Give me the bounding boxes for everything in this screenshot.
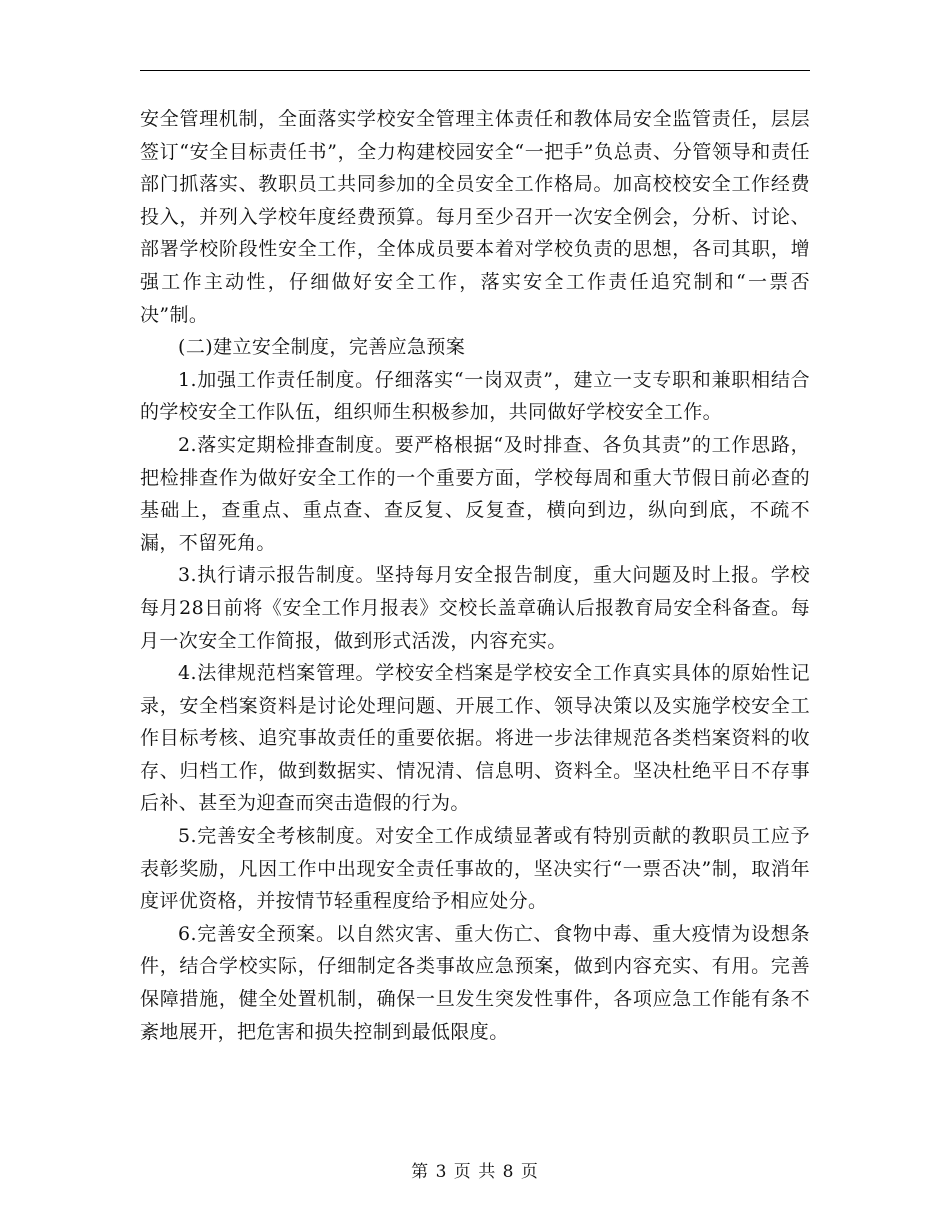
section-heading: (二)建立安全制度，完善应急预案 (178, 336, 466, 359)
header-rule (140, 70, 810, 71)
paragraph-item-2: 2.落实定期检排查制度。要严格根据“及时排查、各负其责”的工作思路，把检排查作为做好安全工作的一个重要方面，学校每周和重大节假日前必查的基础上，查重点、重点查、查反复、反复查，横向到边，纵向到底，不疏不漏，不留死角。 (140, 433, 810, 554)
paragraph-item-1: 1.加强工作责任制度。仔细落实“一岗双责”，建立一支专职和兼职相结合的学校安全工作队伍，组织师生积极参加，共同做好学校安全工作。 (140, 368, 810, 424)
document-body (140, 103, 810, 1048)
paragraph-item-3: 3.执行请示报告制度。坚持每月安全报告制度，重大问题及时上报。学校每月28日前将《安全工作月报表》交校长盖章确认后报教育局安全科备查。每月一次安全工作简报，做到形式活泼，内容充实。 (140, 564, 810, 652)
page-number: 第 3 页 共 8 页 (411, 1162, 539, 1182)
paragraph-item-6: 6.完善安全预案。以自然灾害、重大伤亡、食物中毒、重大疫情为设想条件，结合学校实际，仔细制定各类事故应急预案，做到内容充实、有用。完善保障措施，健全处置机制，确保一旦发生突发性事件，各项应急工作能有条不紊地展开，把危害和损失控制到最低限度。 (140, 922, 810, 1043)
paragraph-item-4: 4.法律规范档案管理。学校安全档案是学校安全工作真实具体的原始性记录，安全档案资料是讨论处理问题、开展工作、领导决策以及实施学校安全工作目标考核、追究事故责任的重要依据。将进一步法律规范各类档案资料的收存、归档工作，做到数据实、情况清、信息明、资料全。坚决杜绝平日不存事后补、甚至为迎查而突击造假的行为。 (140, 662, 810, 815)
paragraph-continuation: 安全管理机制，全面落实学校安全管理主体责任和教体局安全监管责任，层层签订“安全目标责任书”，全力构建校园安全“一把手”负总责、分管领导和责任部门抓落实、教职员工共同参加的全员安全工作格局。加高校校安全工作经费投入，并列入学校年度经费预算。每月至少召开一次安全例会，分析、讨论、部署学校阶段性安全工作，全体成员要本着对学校负责的思想，各司其职，增强工作主动性，仔细做好安全工作，落实安全工作责任追究制和“一票否决”制。 (140, 108, 810, 326)
paragraph-item-5: 5.完善安全考核制度。对安全工作成绩显著或有特别贡献的教职员工应予表彰奖励，凡因工作中出现安全责任事故的，坚决实行“一票否决”制，取消年度评优资格，并按情节轻重程度给予相应处分。 (140, 825, 810, 913)
